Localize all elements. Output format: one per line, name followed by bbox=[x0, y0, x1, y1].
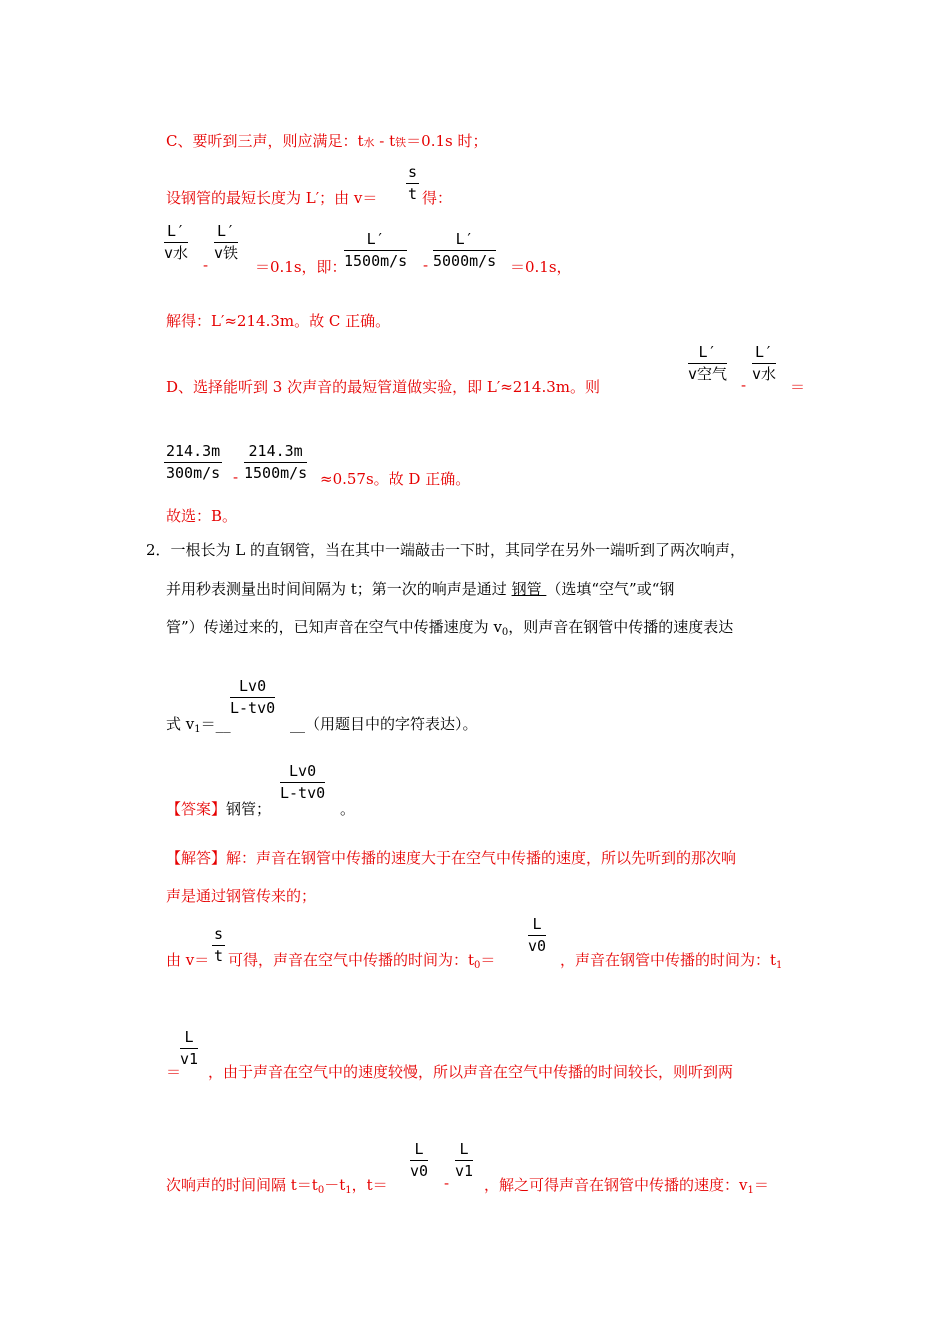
min-length-end: 得： bbox=[422, 189, 453, 207]
c-condition-line bbox=[166, 130, 487, 151]
minus-sign-3: - bbox=[741, 376, 747, 394]
q2-answer-blank: 钢管 bbox=[511, 580, 547, 598]
explain-line-1: 【解答】解：声音在钢管中传播的速度大于在空气中传播的速度，所以先听到的那次响 bbox=[166, 849, 737, 867]
eq1-tail-2: ＝0.1s， bbox=[510, 258, 572, 276]
fraction-lv0-answer: $\frac{Lv0}{L-tv0}$ bbox=[280, 762, 326, 802]
answer-end: 。 bbox=[340, 800, 356, 818]
fraction-L-over-v1: $\frac{L}{v1}$ bbox=[180, 1028, 199, 1068]
c-condition-mid: - t bbox=[374, 132, 396, 150]
fraction-s-over-t-2: $\frac{s}{t}$ bbox=[214, 925, 224, 965]
eq1-tail: ＝0.1s，即： bbox=[255, 258, 347, 276]
choose-line: 故选：B。 bbox=[166, 507, 238, 525]
explain-line-5: 次响声的时间间隔 $t=t_0-t_1$，t＝ bbox=[166, 1176, 388, 1196]
d-line: D、选择能听到 3 次声音的最短管道做实验，即 L′≈214.3m。则 bbox=[166, 378, 600, 396]
q2-line-3: 管”）传递过来的，已知声音在空气中传播速度为 $v_0$，则声音在钢管中传播的速度表达 bbox=[166, 618, 734, 638]
d-result: ≈0.57s。故 D 正确。 bbox=[320, 470, 471, 488]
fraction-214-over-300: $\frac{214.3m}{300m/s}$ bbox=[166, 442, 221, 482]
fraction-L-over-vwater-2: L′ v水 bbox=[752, 343, 777, 383]
fraction-L-over-viron: L′ v铁 bbox=[214, 222, 239, 262]
explain-line-2: 声是通过钢管传来的； bbox=[166, 887, 317, 905]
fraction-214-over-1500: $\frac{214.3m}{1500m/s}$ bbox=[244, 442, 308, 482]
fraction-L-over-v0: $\frac{L}{v0}$ bbox=[528, 915, 547, 955]
explain-label: 【解答】 bbox=[166, 849, 227, 867]
fraction-lv0-question: $\frac{Lv0}{L-tv0}$ bbox=[230, 677, 276, 717]
solve-line: 解得：L′≈214.3m。故 C 正确。 bbox=[166, 312, 391, 330]
minus-sign-4: - bbox=[233, 468, 239, 486]
fraction-L-over-1500: $\frac{L'}{1500m/s}$ bbox=[344, 230, 408, 270]
explain-line-4-b: ，由于声音在空气中的速度较慢，所以声音在空气中传播的时间较长，则听到两 bbox=[208, 1063, 734, 1081]
c-condition-end: ＝0.1s 时； bbox=[406, 132, 488, 150]
fraction-L-over-v0-b: $\frac{L}{v0}$ bbox=[410, 1140, 429, 1180]
q2-line-4-end: __（用题目中的字符表达）。 bbox=[290, 715, 478, 733]
fraction-L-over-5000: $\frac{L'}{5000m/s}$ bbox=[433, 230, 497, 270]
minus-sign: - bbox=[203, 256, 209, 274]
explain-line-3-d: ，声音在钢管中传播的时间为：$t_1$ bbox=[560, 951, 783, 971]
sub-iron: 铁 bbox=[395, 136, 407, 149]
c-condition-text: C、要听到三声，则应满足：t bbox=[166, 132, 364, 150]
explain-line-5-c: ，解之可得声音在钢管中传播的速度：$v_1=$ bbox=[484, 1176, 769, 1196]
q2-line-4: 式 $v_1=\_\_$ bbox=[166, 715, 231, 735]
fraction-L-over-v1-b: $\frac{L}{v1}$ bbox=[455, 1140, 474, 1180]
min-length-text: 设钢管的最短长度为 L′；由 v＝ bbox=[166, 189, 378, 207]
min-length-line bbox=[166, 187, 377, 208]
fraction-L-over-vwater: L′ v水 bbox=[164, 222, 189, 262]
fraction-s-over-t: $\frac{s}{t}$ bbox=[408, 163, 418, 203]
d-equals: ＝ bbox=[790, 378, 806, 396]
explain-line-3: 由 v＝ bbox=[166, 951, 210, 969]
sub-water: 水 bbox=[363, 136, 375, 149]
answer-label: 【答案】 bbox=[166, 800, 227, 818]
minus-sign-5: - bbox=[444, 1174, 450, 1192]
explain-line-4-a: ＝ bbox=[166, 1063, 182, 1081]
answer-line: 【答案】钢管； bbox=[166, 800, 272, 818]
fraction-L-over-vair: L′ v空气 bbox=[688, 343, 728, 383]
minus-sign-2: - bbox=[423, 256, 429, 274]
q2-line-1: 2．一根长为 L 的直钢管，当在其中一端敲击一下时，其同学在另外一端听到了两次响声， bbox=[146, 541, 746, 559]
q2-line-2: 并用秒表测量出时间间隔为 t；第一次的响声是通过 钢管 （选填“空气”或“钢 bbox=[166, 580, 675, 598]
explain-line-3-b: 可得，声音在空气中传播的时间为：$t_0=$ bbox=[228, 951, 496, 971]
